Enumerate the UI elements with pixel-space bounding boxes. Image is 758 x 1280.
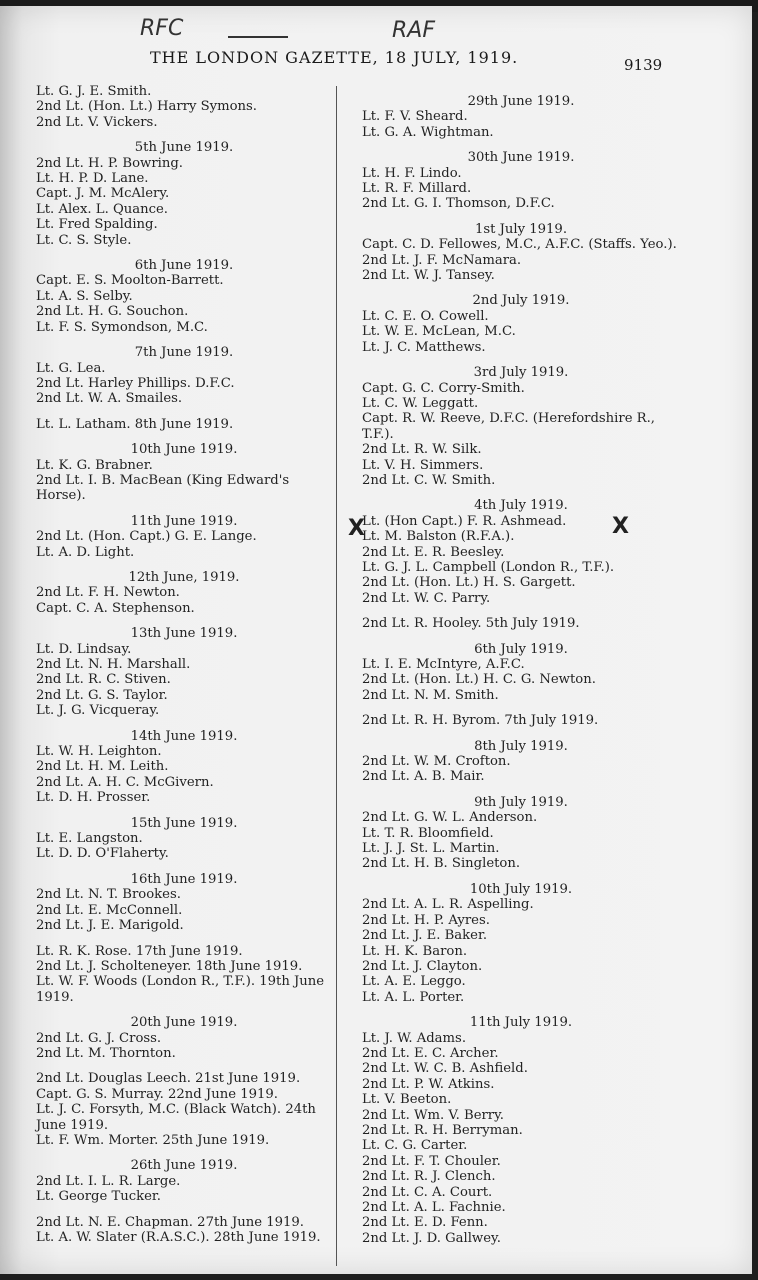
officer-entry: 2nd Lt. R. H. Byrom. 7th July 1919.: [362, 713, 599, 729]
date-heading: 16th June 1919.: [130, 871, 238, 887]
date-heading: 13th June 1919.: [130, 626, 238, 642]
officer-entry: 2nd Lt. (Hon. Capt.) G. E. Lange.: [36, 529, 257, 545]
officer-entry: Lt. F. Wm. Morter. 25th June 1919.: [36, 1132, 270, 1148]
officer-entry: Lt. I. E. McIntyre, A.F.C.: [362, 657, 525, 672]
spacer: [36, 1205, 332, 1215]
officer-entry: Capt. R. W. Reeve, D.F.C. (Herefordshire R., T.F.).: [362, 411, 655, 442]
officer-entry: Lt. V. H. Simmers.: [362, 457, 484, 473]
officer-entry: 2nd Lt. R. Hooley. 5th July 1919.: [362, 616, 580, 632]
handwritten-x-mark: X: [348, 516, 365, 541]
officer-entry: 2nd Lt. F. T. Chouler.: [362, 1153, 501, 1169]
left-column: [36, 84, 332, 1245]
officer-entry: Lt. J. C. Matthews.: [362, 339, 486, 355]
handwritten-note-raf: RAF: [392, 18, 435, 43]
officer-entry: Lt. George Tucker.: [36, 1189, 161, 1205]
officer-entry: 2nd Lt. W. M. Crofton.: [362, 754, 511, 770]
officer-entry: 2nd Lt. R. W. Silk.: [362, 442, 482, 458]
spacer: [36, 934, 332, 944]
officer-entry: 2nd Lt. N. M. Smith.: [362, 687, 499, 703]
officer-entry: Lt. A. D. Light.: [36, 544, 135, 560]
date-heading: 7th June 1919.: [134, 345, 234, 361]
handwritten-note-rfc: RFC: [140, 16, 184, 41]
officer-entry: Lt. H. P. D. Lane.: [36, 171, 149, 187]
officer-entry: 2nd Lt. W. A. Smailes.: [36, 391, 183, 407]
spacer: [36, 1061, 332, 1071]
officer-entry: 2nd Lt. J. F. McNamara.: [362, 252, 522, 268]
date-heading: 20th June 1919.: [130, 1015, 238, 1031]
date-heading: 9th July 1919.: [474, 794, 568, 810]
spacer: [362, 606, 680, 616]
officer-entry: 2nd Lt. N. E. Chapman. 27th June 1919.: [36, 1214, 304, 1230]
officer-entry: Capt. G. C. Corry-Smith.: [362, 380, 525, 396]
officer-entry: Lt. A. W. Slater (R.A.S.C.). 28th June 1919.: [36, 1230, 321, 1245]
officer-entry: 2nd Lt. Harley Phillips. D.F.C.: [36, 375, 235, 391]
officer-entry: Lt. H. F. Lindo.: [362, 165, 462, 181]
date-heading: 8th July 1919.: [474, 738, 568, 754]
officer-entry: 2nd Lt. C. A. Court.: [362, 1184, 493, 1200]
officer-entry: 2nd Lt. G. S. Taylor.: [36, 687, 168, 703]
officer-entry: Lt. E. Langston.: [36, 831, 143, 847]
column-divider: [336, 86, 337, 1266]
officer-entry: Lt. C. W. Leggatt.: [362, 395, 479, 411]
officer-entry: 2nd Lt. J. D. Gallwey.: [362, 1230, 501, 1246]
officer-entry: Capt. J. M. McAlery.: [36, 186, 170, 202]
date-heading: 3rd July 1919.: [473, 365, 569, 381]
officer-entry: 2nd Lt. P. W. Atkins.: [362, 1076, 495, 1092]
officer-entry: 2nd Lt. J. Clayton.: [362, 958, 483, 974]
date-heading: 6th June 1919.: [134, 258, 234, 274]
officer-entry: 2nd Lt. R. H. Berryman.: [362, 1122, 523, 1138]
handwritten-x-mark: X: [612, 514, 629, 539]
officer-entry: Lt. Fred Spalding.: [36, 217, 158, 233]
date-heading: 5th June 1919.: [134, 140, 234, 156]
officer-entry: Lt. A. S. Selby.: [36, 288, 133, 304]
date-heading: 2nd July 1919.: [472, 293, 570, 309]
officer-entry: 2nd Lt. N. T. Brookes.: [36, 887, 181, 903]
officer-entry: 2nd Lt. I. L. R. Large.: [36, 1173, 181, 1189]
officer-entry: Lt. M. Balston (R.F.A.).: [362, 529, 515, 545]
officer-entry: Capt. C. A. Stephenson.: [36, 600, 195, 616]
date-heading: 10th June 1919.: [130, 442, 238, 458]
officer-entry: 2nd Lt. A. H. C. McGivern.: [36, 774, 214, 790]
officer-entry: Lt. J. G. Vicqueray.: [36, 703, 160, 719]
spacer: [36, 407, 332, 417]
officer-entry: Lt. G. A. Wightman.: [362, 124, 494, 140]
officer-entry: 2nd Lt. E. McConnell.: [36, 902, 183, 918]
officer-entry: 2nd Lt. G. W. L. Anderson.: [362, 810, 538, 826]
officer-entry: Lt. D. H. Prosser.: [36, 790, 151, 806]
date-heading: 11th July 1919.: [469, 1015, 573, 1031]
officer-entry: Capt. C. D. Fellowes, M.C., A.F.C. (Staffs. Yeo.).: [362, 237, 677, 253]
officer-entry: Capt. E. S. Moolton-Barrett.: [36, 273, 224, 289]
officer-entry: Lt. G. J. L. Campbell (London R., T.F.).: [362, 559, 615, 575]
officer-entry: Lt. F. V. Sheard.: [362, 109, 468, 125]
officer-entry: 2nd Lt. E. R. Beesley.: [362, 544, 505, 560]
officer-entry: Lt. C. E. O. Cowell.: [362, 308, 489, 324]
handwritten-dash: [228, 36, 288, 38]
officer-entry: Lt. G. Lea.: [36, 360, 106, 376]
officer-entry: Lt. F. S. Symondson, M.C.: [36, 319, 208, 335]
officer-entry: 2nd Lt. E. C. Archer.: [362, 1045, 499, 1061]
date-heading: 26th June 1919.: [130, 1158, 238, 1174]
officer-entry: 2nd Lt. A. L. Fachnie.: [362, 1200, 506, 1215]
date-heading: 29th June 1919.: [467, 94, 575, 109]
officer-entry: 2nd Lt. (Hon. Lt.) H. C. G. Newton.: [362, 672, 596, 688]
officer-entry: Lt. A. L. Porter.: [362, 989, 465, 1005]
officer-entry: 2nd Lt. A. B. Mair.: [362, 769, 485, 785]
officer-entry: 2nd Lt. J. Scholteneyer. 18th June 1919.: [36, 958, 303, 974]
officer-entry: 2nd Lt. (Hon. Lt.) H. S. Gargett.: [362, 575, 576, 591]
officer-entry: 2nd Lt. H. M. Leith.: [36, 759, 169, 775]
officer-entry: Lt. H. K. Baron.: [362, 943, 468, 959]
officer-entry: Lt. V. Beeton.: [362, 1092, 452, 1108]
officer-entry: 2nd Lt. (Hon. Lt.) Harry Symons.: [36, 99, 258, 115]
officer-entry: Lt. C. S. Style.: [36, 232, 132, 248]
officer-entry: Lt. C. G. Carter.: [362, 1138, 468, 1154]
officer-entry: Lt. W. E. McLean, M.C.: [362, 324, 516, 340]
date-heading: 30th June 1919.: [467, 150, 575, 166]
officer-entry: 2nd Lt. H. B. Singleton.: [362, 856, 521, 872]
date-heading: 4th July 1919.: [474, 498, 568, 514]
officer-entry: Lt. J. J. St. L. Martin.: [362, 841, 500, 857]
date-heading: 11th June 1919.: [130, 513, 238, 529]
officer-entry: Lt. D. Lindsay.: [36, 641, 132, 657]
officer-entry: 2nd Lt. Douglas Leech. 21st June 1919.: [36, 1071, 301, 1087]
officer-entry: 2nd Lt. G. I. Thomson, D.F.C.: [362, 196, 555, 212]
officer-entry: 2nd Lt. H. P. Bowring.: [36, 155, 183, 171]
spacer: [362, 703, 680, 713]
officer-entry: Lt. G. J. E. Smith.: [36, 84, 152, 99]
officer-entry: 2nd Lt. R. J. Clench.: [362, 1169, 496, 1185]
date-heading: 6th July 1919.: [474, 641, 568, 657]
page-title: THE LONDON GAZETTE, 18 JULY, 1919.: [150, 48, 519, 67]
officer-entry: 2nd Lt. N. H. Marshall.: [36, 657, 191, 672]
officer-entry: Lt. T. R. Bloomfield.: [362, 825, 494, 841]
officer-entry: Lt. J. W. Adams.: [362, 1030, 467, 1046]
officer-entry: 2nd Lt. A. L. R. Aspelling.: [362, 897, 534, 913]
officer-entry: Lt. J. C. Forsyth, M.C. (Black Watch). 24th June 1919.: [36, 1102, 316, 1133]
officer-entry: Lt. Alex. L. Quance.: [36, 201, 168, 217]
officer-entry: Lt. L. Latham. 8th June 1919.: [36, 416, 234, 432]
officer-entry: Lt. D. D. O'Flaherty.: [36, 846, 169, 862]
officer-entry: 2nd Lt. E. D. Fenn.: [362, 1215, 488, 1231]
officer-entry: Lt. A. E. Leggo.: [362, 974, 466, 990]
officer-entry: 2nd Lt. J. E. Marigold.: [36, 918, 184, 934]
officer-entry: 2nd Lt. H. G. Souchon.: [36, 304, 189, 320]
officer-entry: Lt. W. F. Woods (London R., T.F.). 19th June 1919.: [36, 974, 325, 1005]
officer-entry: 2nd Lt. H. P. Ayres.: [362, 912, 490, 928]
officer-entry: 2nd Lt. W. J. Tansey.: [362, 268, 495, 284]
officer-entry: 2nd Lt. F. H. Newton.: [36, 585, 180, 601]
officer-entry: 2nd Lt. G. J. Cross.: [36, 1030, 162, 1046]
gazette-page: [0, 6, 752, 1274]
page-number: 9139: [624, 56, 663, 74]
officer-entry: 2nd Lt. W. C. Parry.: [362, 590, 491, 606]
officer-entry: 2nd Lt. J. E. Baker.: [362, 928, 488, 944]
date-heading: 12th June, 1919.: [128, 569, 240, 585]
officer-entry: Lt. R. K. Rose. 17th June 1919.: [36, 943, 243, 959]
officer-entry: 2nd Lt. Wm. V. Berry.: [362, 1107, 504, 1123]
date-heading: 10th July 1919.: [469, 881, 573, 897]
date-heading: 1st July 1919.: [474, 221, 568, 237]
officer-entry: 2nd Lt. M. Thornton.: [36, 1045, 176, 1061]
officer-entry: Lt. R. F. Millard.: [362, 181, 472, 197]
date-heading: 15th June 1919.: [130, 815, 238, 831]
officer-entry: 2nd Lt. V. Vickers.: [36, 114, 158, 130]
date-heading: 14th June 1919.: [130, 728, 238, 744]
officer-entry: Lt. (Hon Capt.) F. R. Ashmead.: [362, 513, 567, 529]
officer-entry: Capt. G. S. Murray. 22nd June 1919.: [36, 1086, 278, 1102]
right-column: [362, 84, 680, 1246]
officer-entry: 2nd Lt. I. B. MacBean (King Edward's Horse).: [36, 472, 290, 504]
officer-entry: 2nd Lt. R. C. Stiven.: [36, 672, 171, 688]
officer-entry: 2nd Lt. W. C. B. Ashfield.: [362, 1061, 528, 1077]
officer-entry: Lt. K. G. Brabner.: [36, 457, 153, 473]
officer-entry: Lt. W. H. Leighton.: [36, 744, 162, 760]
officer-entry: 2nd Lt. C. W. Smith.: [362, 472, 496, 488]
